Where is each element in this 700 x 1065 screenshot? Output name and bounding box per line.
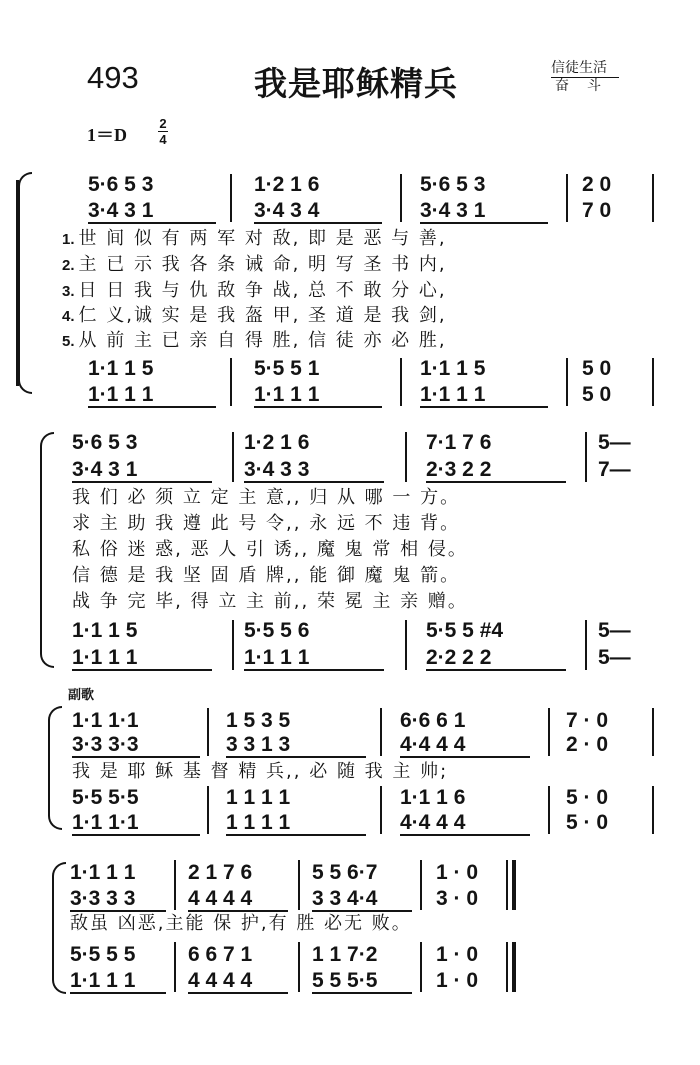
measure: 5 5 6·7 <box>312 861 378 884</box>
barline <box>652 708 654 756</box>
measure: 5— <box>598 619 631 642</box>
measure: 5·5 5 5 <box>70 943 136 966</box>
barline <box>230 358 232 406</box>
measure: 1·2 1 6 <box>254 173 320 196</box>
beam-line <box>312 910 412 912</box>
lyric-text: 信 德 是 我 坚 固 盾 牌,, 能 御 魔 鬼 箭。 <box>72 565 461 586</box>
barline <box>652 358 654 406</box>
lyric-line <box>72 487 460 509</box>
measure: 5 0 <box>582 357 612 380</box>
measure: 1 1 1 1 <box>226 811 291 834</box>
hymn-number: 493 <box>87 60 139 95</box>
measure: 1·2 1 6 <box>244 431 310 454</box>
barline <box>548 786 550 834</box>
chorus-label: 副歌 <box>68 688 95 703</box>
measure: 4·4 4 4 <box>400 733 466 756</box>
beam-line <box>244 669 384 671</box>
measure: 1·1 1 5 <box>88 357 154 380</box>
measure: 3 · 0 <box>436 887 479 910</box>
barline <box>585 620 587 670</box>
lyric-text: 日 日 我 与 仇 敌 争 战, 总 不 敢 分 心, <box>78 280 447 301</box>
measure: 1 · 0 <box>436 969 479 992</box>
beam-line <box>244 481 384 483</box>
measure: 7 · 0 <box>566 709 609 732</box>
measure: 1 1 7·2 <box>312 943 378 966</box>
barline <box>298 860 300 910</box>
measure: 2·3 2 2 <box>426 458 492 481</box>
barline <box>232 620 234 670</box>
measure: 6·6 6 1 <box>400 709 466 732</box>
beam-line <box>226 834 366 836</box>
measure: 5·5 5 6 <box>244 619 310 642</box>
measure: 5·5 5 #4 <box>426 619 504 642</box>
beam-line <box>420 406 548 408</box>
lyric-text: 主 已 示 我 各 条 诫 命, 明 写 圣 书 内, <box>78 254 447 275</box>
beam-line <box>72 669 212 671</box>
system-bracket <box>52 862 66 994</box>
beam-line <box>72 834 200 836</box>
measure: 7·1 7 6 <box>426 431 492 454</box>
beam-line <box>426 669 566 671</box>
barline <box>652 786 654 834</box>
barline <box>380 786 382 834</box>
beam-line <box>420 222 548 224</box>
measure: 1 5 3 5 <box>226 709 291 732</box>
measure: 1·1 1 1 <box>70 861 136 884</box>
measure: 1·1 1·1 <box>72 709 139 732</box>
lyric-text: 从 前 主 已 亲 自 得 胜, 信 徒 亦 必 胜, <box>78 330 447 351</box>
barline <box>566 174 568 222</box>
category-main: 信徒生活 <box>551 60 619 78</box>
lyric-text: 私 俗 迷 惑, 恶 人 引 诱,, 魔 鬼 常 相 侵。 <box>72 539 468 560</box>
measure: 2 1 7 6 <box>188 861 253 884</box>
measure: 6 6 7 1 <box>188 943 253 966</box>
barline <box>548 708 550 756</box>
final-barline-thin <box>506 860 508 910</box>
measure: 3·4 3 4 <box>254 199 320 222</box>
system-bracket <box>18 172 32 394</box>
beam-line <box>72 481 212 483</box>
measure: 3·4 3 1 <box>72 458 138 481</box>
measure: 3·3 3 3 <box>70 887 136 910</box>
measure: 5·5 5 1 <box>254 357 320 380</box>
lyric-line <box>62 228 447 251</box>
measure: 1·1 1·1 <box>72 811 139 834</box>
measure: 1·1 1 5 <box>72 619 138 642</box>
barline <box>566 358 568 406</box>
lyric-line <box>62 305 447 328</box>
system-bracket-line <box>16 180 19 386</box>
measure: 1 · 0 <box>436 861 479 884</box>
barline <box>207 708 209 756</box>
measure: 1·1 1 6 <box>400 786 466 809</box>
barline <box>230 174 232 222</box>
measure: 1·1 1 1 <box>254 383 320 406</box>
measure: 4 4 4 4 <box>188 887 253 910</box>
measure: 3·4 3 1 <box>88 199 154 222</box>
measure: 1 1 1 1 <box>226 786 291 809</box>
barline <box>420 942 422 992</box>
lyric-line <box>62 280 447 303</box>
system-bracket <box>48 706 62 830</box>
lyric-text: 我 是 耶 稣 基 督 精 兵,, 必 随 我 主 帅; <box>72 761 449 782</box>
measure: 5— <box>598 646 631 669</box>
measure: 1·1 1 1 <box>70 969 136 992</box>
measure: 2 0 <box>582 173 612 196</box>
lyric-text: 敌虽 凶恶,主能 保 护,有 胜 必无 败。 <box>70 913 412 934</box>
verse-number: 2. <box>62 257 75 274</box>
beam-line <box>188 910 288 912</box>
measure: 4·4 4 4 <box>400 811 466 834</box>
measure: 5 5 5·5 <box>312 969 378 992</box>
measure: 3 3 1 3 <box>226 733 291 756</box>
lyric-line <box>62 254 447 277</box>
lyric-text: 战 争 完 毕, 得 立 主 前,, 荣 冕 主 亲 赠。 <box>72 591 468 612</box>
barline <box>232 432 234 482</box>
beam-line <box>426 481 566 483</box>
measure: 5·6 5 3 <box>420 173 486 196</box>
measure: 5 · 0 <box>566 786 609 809</box>
measure: 5·5 5·5 <box>72 786 139 809</box>
beam-line <box>400 756 530 758</box>
lyric-text: 求 主 助 我 遵 此 号 令,, 永 远 不 违 背。 <box>72 513 461 534</box>
category-sub: 奋斗 <box>555 78 619 94</box>
verse-number: 3. <box>62 283 75 300</box>
measure: 7 0 <box>582 199 612 222</box>
time-signature <box>158 117 168 146</box>
lyric-text: 我 们 必 须 立 定 主 意,, 归 从 哪 一 方。 <box>72 487 461 508</box>
measure: 3 3 4·4 <box>312 887 378 910</box>
beam-line <box>70 992 166 994</box>
measure: 5— <box>598 431 631 454</box>
final-barline-thin <box>506 942 508 992</box>
barline <box>405 620 407 670</box>
measure: 1·1 1 1 <box>244 646 310 669</box>
barline <box>174 942 176 992</box>
measure: 5 · 0 <box>566 811 609 834</box>
measure: 3·4 3 3 <box>244 458 310 481</box>
measure: 1 · 0 <box>436 943 479 966</box>
beam-line <box>226 756 366 758</box>
measure: 5 0 <box>582 383 612 406</box>
final-barline-thick <box>512 942 516 992</box>
beam-line <box>88 222 216 224</box>
beam-line <box>400 834 530 836</box>
measure: 3·3 3·3 <box>72 733 139 756</box>
barline <box>207 786 209 834</box>
time-signature-bottom: 4 <box>159 132 167 147</box>
measure: 1·1 1 1 <box>420 383 486 406</box>
measure: 3·4 3 1 <box>420 199 486 222</box>
measure: 5·6 5 3 <box>88 173 154 196</box>
beam-line <box>254 406 382 408</box>
measure: 1·1 1 5 <box>420 357 486 380</box>
time-signature-top: 2 <box>159 116 167 131</box>
measure: 4 4 4 4 <box>188 969 253 992</box>
lyric-text: 仁 义,诚 实 是 我 盔 甲, 圣 道 是 我 剑, <box>78 305 447 326</box>
lyric-line <box>72 591 468 613</box>
beam-line <box>88 406 216 408</box>
beam-line <box>70 910 166 912</box>
measure: 1·1 1 1 <box>72 646 138 669</box>
hymn-title: 我是耶稣精兵 <box>254 64 458 103</box>
beam-line <box>254 222 382 224</box>
beam-line <box>312 992 412 994</box>
final-barline-thick <box>512 860 516 910</box>
lyric-line <box>72 539 468 561</box>
verse-number: 4. <box>62 308 75 325</box>
measure: 2·2 2 2 <box>426 646 492 669</box>
barline <box>405 432 407 482</box>
lyric-line <box>72 565 460 587</box>
lyric-text: 世 间 似 有 两 军 对 敌, 即 是 恶 与 善, <box>78 228 447 249</box>
barline <box>400 174 402 222</box>
beam-line <box>72 756 200 758</box>
measure: 1·1 1 1 <box>88 383 154 406</box>
measure: 5·6 5 3 <box>72 431 138 454</box>
verse-number: 5. <box>62 333 75 350</box>
lyric-line <box>72 513 460 535</box>
system-bracket <box>40 432 54 668</box>
beam-line <box>188 992 288 994</box>
measure: 7— <box>598 458 631 481</box>
lyric-line <box>70 913 412 935</box>
lyric-line <box>62 330 447 353</box>
barline <box>420 860 422 910</box>
key-signature: 1＝D <box>87 125 127 145</box>
barline <box>585 432 587 482</box>
barline <box>400 358 402 406</box>
verse-number: 1. <box>62 231 75 248</box>
barline <box>174 860 176 910</box>
measure: 2 · 0 <box>566 733 609 756</box>
lyric-line <box>72 761 448 783</box>
barline <box>298 942 300 992</box>
category-label <box>551 60 619 95</box>
barline <box>380 708 382 756</box>
barline <box>652 174 654 222</box>
